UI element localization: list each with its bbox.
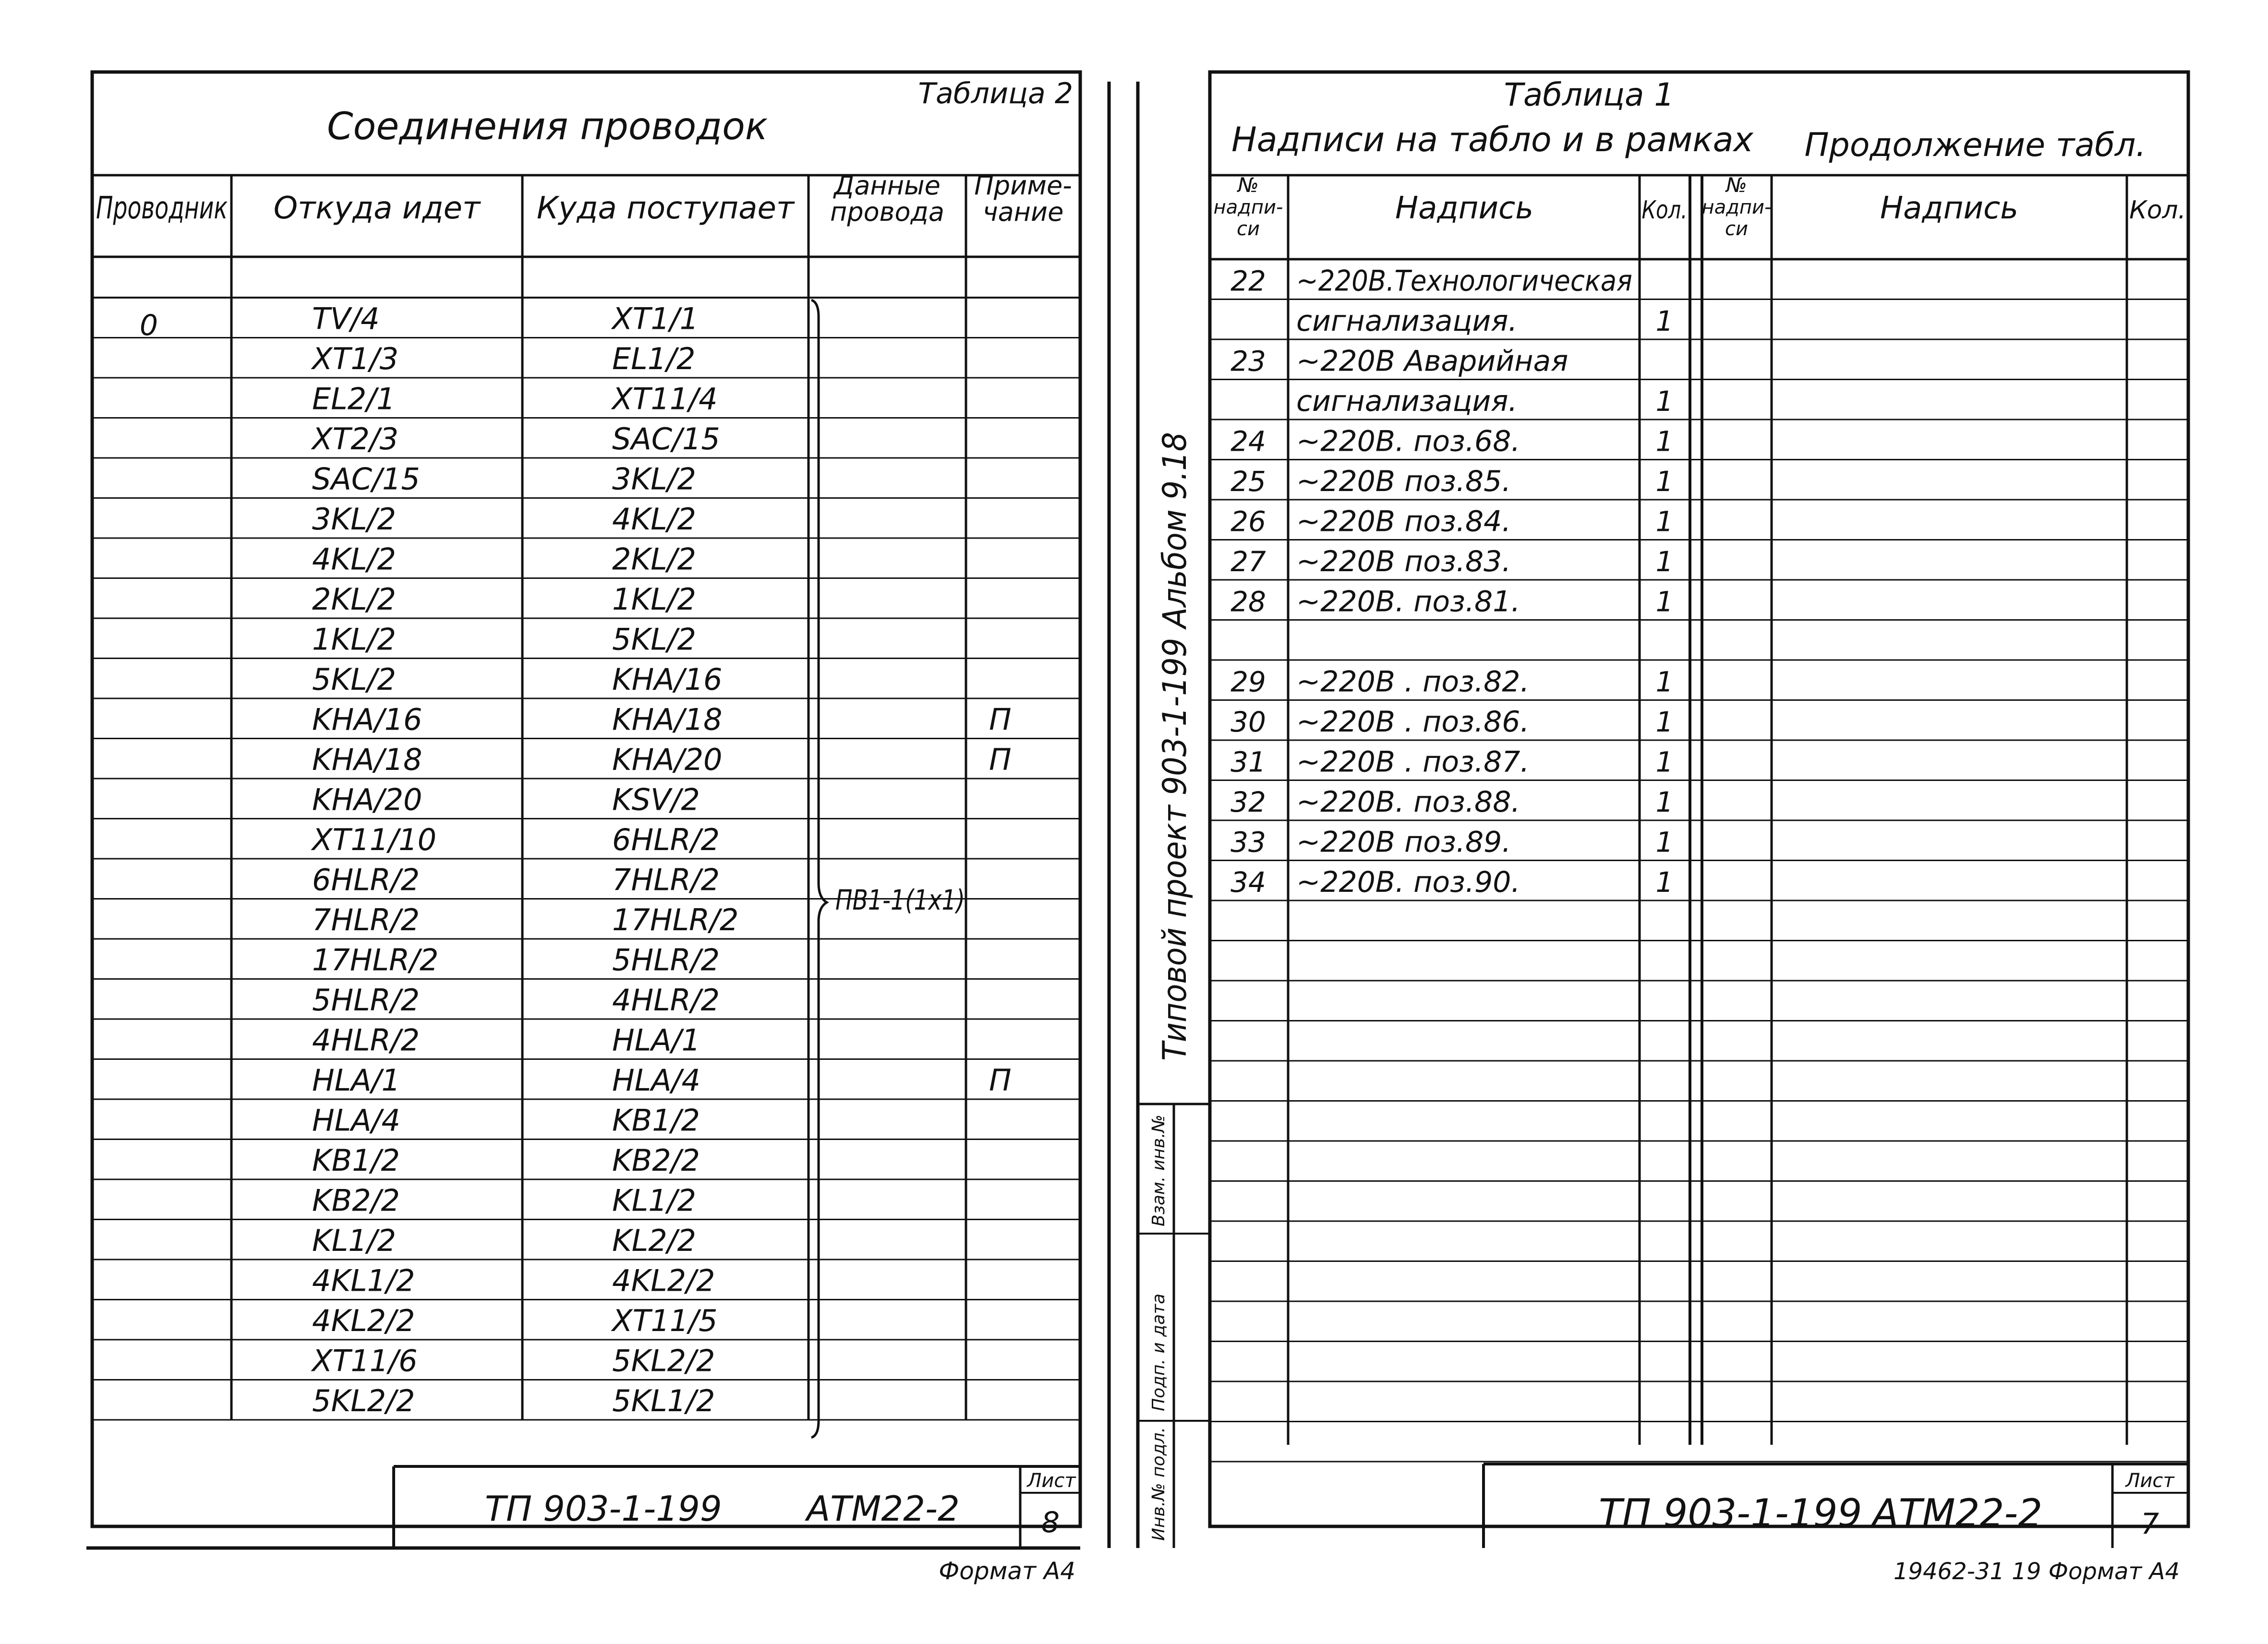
table1-cont-header-number-line3: си [1725, 218, 1748, 240]
table1-row-13-qty: 1 [1655, 745, 1674, 779]
row-14-from: XT11/10 [312, 822, 437, 857]
binding-label-1: Инв.№ подл. [1149, 1427, 1169, 1541]
row-9-to: 5KL/2 [612, 622, 696, 657]
header-note-line2: чание [982, 197, 1064, 227]
row-20-to: HLA/4 [612, 1063, 700, 1098]
row-21-to: KB1/2 [612, 1103, 700, 1138]
table1-cont-header-text: Надпись [1880, 191, 2018, 226]
row-24-from: KL1/2 [312, 1223, 396, 1258]
row-15-to: 7HLR/2 [612, 862, 720, 898]
row-16-from: 7HLR/2 [312, 902, 420, 937]
table1-row-13-number: 31 [1231, 745, 1266, 779]
row-27-to: 5KL2/2 [612, 1343, 715, 1379]
table1-row-15-qty: 1 [1655, 826, 1674, 859]
table1-row-12-number: 30 [1231, 706, 1266, 738]
row-28-from: 5KL2/2 [312, 1383, 415, 1418]
row-10-to: KHA/16 [612, 662, 723, 697]
row-7-from: 4KL/2 [312, 541, 396, 577]
row-12-note: П [989, 742, 1012, 777]
table1-row-12-qty: 1 [1655, 706, 1674, 738]
table1-row-2-text: сигнализация. [1296, 304, 1518, 338]
left-format-label: Формат А4 [939, 1557, 1075, 1585]
row-25-from: 4KL1/2 [312, 1263, 415, 1298]
row-8-to: 1KL/2 [612, 582, 696, 617]
row-3-to: XT11/4 [612, 381, 718, 417]
row-20-from: HLA/1 [312, 1063, 400, 1098]
row-9-from: 1KL/2 [312, 622, 396, 657]
left-stamp-doc: ТП 903-1-199 [485, 1488, 722, 1529]
row-25-to: 4KL2/2 [612, 1263, 715, 1298]
binding-label-3: Взам. инв.№ [1149, 1115, 1169, 1226]
row-2-to: EL1/2 [612, 341, 696, 376]
row-28-to: 5KL1/2 [612, 1383, 715, 1418]
table1-header-number-line1: № [1238, 173, 1259, 197]
row-10-from: 5KL/2 [312, 662, 396, 697]
table1-row-9-number: 28 [1231, 585, 1266, 618]
table1-row-5-qty: 1 [1655, 425, 1674, 458]
row-26-from: 4KL2/2 [312, 1303, 415, 1338]
row-4-to: SAC/15 [612, 421, 720, 456]
row-13-from: KHA/20 [312, 782, 422, 817]
table1-row-4-qty: 1 [1655, 385, 1674, 418]
right-stamp-sheet-label: Лист [2125, 1470, 2174, 1492]
table2-label: Таблица 2 [918, 77, 1073, 110]
table1-row-4-text: сигнализация. [1296, 384, 1518, 418]
row-12-from: KHA/18 [312, 742, 422, 777]
row-3-from: EL2/1 [312, 381, 396, 417]
row-20-note: П [989, 1063, 1012, 1098]
row-17-to: 5HLR/2 [612, 942, 720, 978]
binding-label-2: Подп. и дата [1149, 1293, 1169, 1411]
header-to: Куда поступает [536, 191, 795, 226]
row-23-from: KB2/2 [312, 1183, 400, 1218]
table1-continuation: Продолжение табл. [1804, 126, 2146, 164]
row-11-note: П [989, 702, 1012, 737]
row-1-from: TV/4 [312, 301, 380, 336]
table1-row-13-text: ~220В . поз.87. [1296, 745, 1530, 779]
header-note-line1: Приме- [974, 170, 1072, 201]
row-7-to: 2KL/2 [612, 541, 696, 577]
header-wire-data-line2: провода [830, 197, 944, 227]
table1-row-2-qty: 1 [1655, 305, 1674, 337]
row-11-to: KHA/18 [612, 702, 723, 737]
table1-row-6-qty: 1 [1655, 465, 1674, 498]
table1-row-15-text: ~220В поз.89. [1296, 825, 1511, 859]
left-stamp-code: АТМ22-2 [807, 1488, 960, 1529]
table2-title: Соединения проводок [327, 105, 768, 148]
row-14-to: 6HLR/2 [612, 822, 720, 857]
table1-cont-header-number-line1: № [1726, 173, 1747, 197]
wire-data-brace [811, 300, 827, 1438]
wire-data-value: ПВ1-1(1x1) [835, 884, 965, 916]
table1-row-3-text: ~220В Аварийная [1296, 344, 1568, 378]
row-1-to: XT1/1 [612, 301, 699, 336]
table1-row-9-qty: 1 [1655, 585, 1674, 618]
row-21-from: HLA/4 [312, 1103, 400, 1138]
table1-row-8-number: 27 [1231, 545, 1266, 578]
table1-row-16-number: 34 [1231, 866, 1266, 899]
row-12-to: KHA/20 [612, 742, 723, 777]
table1-label: Таблица 1 [1504, 76, 1675, 113]
table1-header-qty: Кол. [1641, 196, 1688, 225]
row-26-to: XT11/5 [612, 1303, 718, 1338]
table1-row-11-qty: 1 [1655, 665, 1674, 698]
table1-row-11-number: 29 [1231, 665, 1266, 698]
table1-header-number-line2: надпи- [1213, 196, 1283, 218]
row-27-from: XT11/6 [312, 1343, 418, 1379]
table1-row-11-text: ~220В . поз.82. [1296, 665, 1530, 699]
table1-row-5-text: ~220В. поз.68. [1296, 424, 1520, 458]
table1-row-7-number: 26 [1231, 505, 1266, 538]
row-8-from: 2KL/2 [312, 582, 396, 617]
right-stamp-sheet-number: 7 [2140, 1507, 2159, 1541]
row-2-from: XT1/3 [312, 341, 399, 376]
table1-row-14-qty: 1 [1655, 786, 1674, 818]
row-6-from: 3KL/2 [312, 502, 396, 537]
table1-row-7-text: ~220В поз.84. [1296, 504, 1511, 539]
row-23-to: KL1/2 [612, 1183, 696, 1218]
row-15-from: 6HLR/2 [312, 862, 420, 898]
table1-row-6-number: 25 [1231, 465, 1266, 498]
table1-row-3-number: 23 [1231, 345, 1266, 378]
header-from: Откуда идет [273, 191, 481, 226]
row-4-from: XT2/3 [312, 421, 399, 456]
row-16-to: 17HLR/2 [612, 902, 739, 937]
row-13-to: KSV/2 [612, 782, 700, 817]
right-stamp-code: АТМ22-2 [1872, 1491, 2043, 1536]
table1-row-7-qty: 1 [1655, 505, 1674, 538]
table1-cont-header-qty: Кол. [2129, 196, 2186, 225]
row-5-from: SAC/15 [312, 461, 420, 497]
table1-row-16-text: ~220В. поз.90. [1296, 865, 1520, 899]
table1-row-9-text: ~220В. поз.81. [1296, 585, 1520, 619]
left-stamp-sheet-label: Лист [1027, 1470, 1076, 1492]
table1-header-number-line3: си [1237, 218, 1260, 240]
row-22-to: KB2/2 [612, 1143, 700, 1178]
table1-row-1-text: ~220В.Технологическая [1296, 264, 1632, 298]
header-conductor: Проводник [96, 191, 228, 226]
row-24-to: KL2/2 [612, 1223, 696, 1258]
table1-header-text: Надпись [1395, 191, 1533, 226]
right-stamp-doc: ТП 903-1-199 [1599, 1491, 1862, 1536]
row-5-to: 3KL/2 [612, 461, 696, 497]
table1-cont-header-number-line2: надпи- [1701, 196, 1772, 218]
row-22-from: KB1/2 [312, 1143, 400, 1178]
row-17-from: 17HLR/2 [312, 942, 439, 978]
left-stamp-sheet-number: 8 [1041, 1506, 1060, 1539]
table1-title: Надписи на табло и в рамках [1231, 120, 1753, 159]
album-caption: Типовой проект 903-1-199 Альбом 9.18 [1156, 386, 1194, 1061]
table1-row-6-text: ~220В поз.85. [1296, 465, 1511, 498]
table1-row-5-number: 24 [1231, 425, 1266, 458]
row-18-from: 5HLR/2 [312, 983, 420, 1018]
table1-row-8-qty: 1 [1655, 545, 1674, 578]
header-wire-data-line1: Данные [834, 170, 941, 201]
row-6-to: 4KL/2 [612, 502, 696, 537]
row-11-from: KHA/16 [312, 702, 422, 737]
table1-row-16-qty: 1 [1655, 866, 1674, 899]
table1-row-12-text: ~220В . поз.86. [1296, 705, 1530, 739]
table1-row-14-text: ~220В. поз.88. [1296, 785, 1520, 819]
table1-row-14-number: 32 [1231, 786, 1266, 818]
row-19-to: HLA/1 [612, 1022, 700, 1058]
conductor-zero: 0 [139, 309, 158, 342]
row-19-from: 4HLR/2 [312, 1022, 420, 1058]
right-format-label: 19462-31 19 Формат А4 [1893, 1558, 2180, 1585]
table1-row-1-number: 22 [1231, 264, 1266, 298]
table1-row-8-text: ~220В поз.83. [1296, 545, 1511, 578]
row-18-to: 4HLR/2 [612, 983, 720, 1018]
table1-row-15-number: 33 [1231, 826, 1266, 859]
